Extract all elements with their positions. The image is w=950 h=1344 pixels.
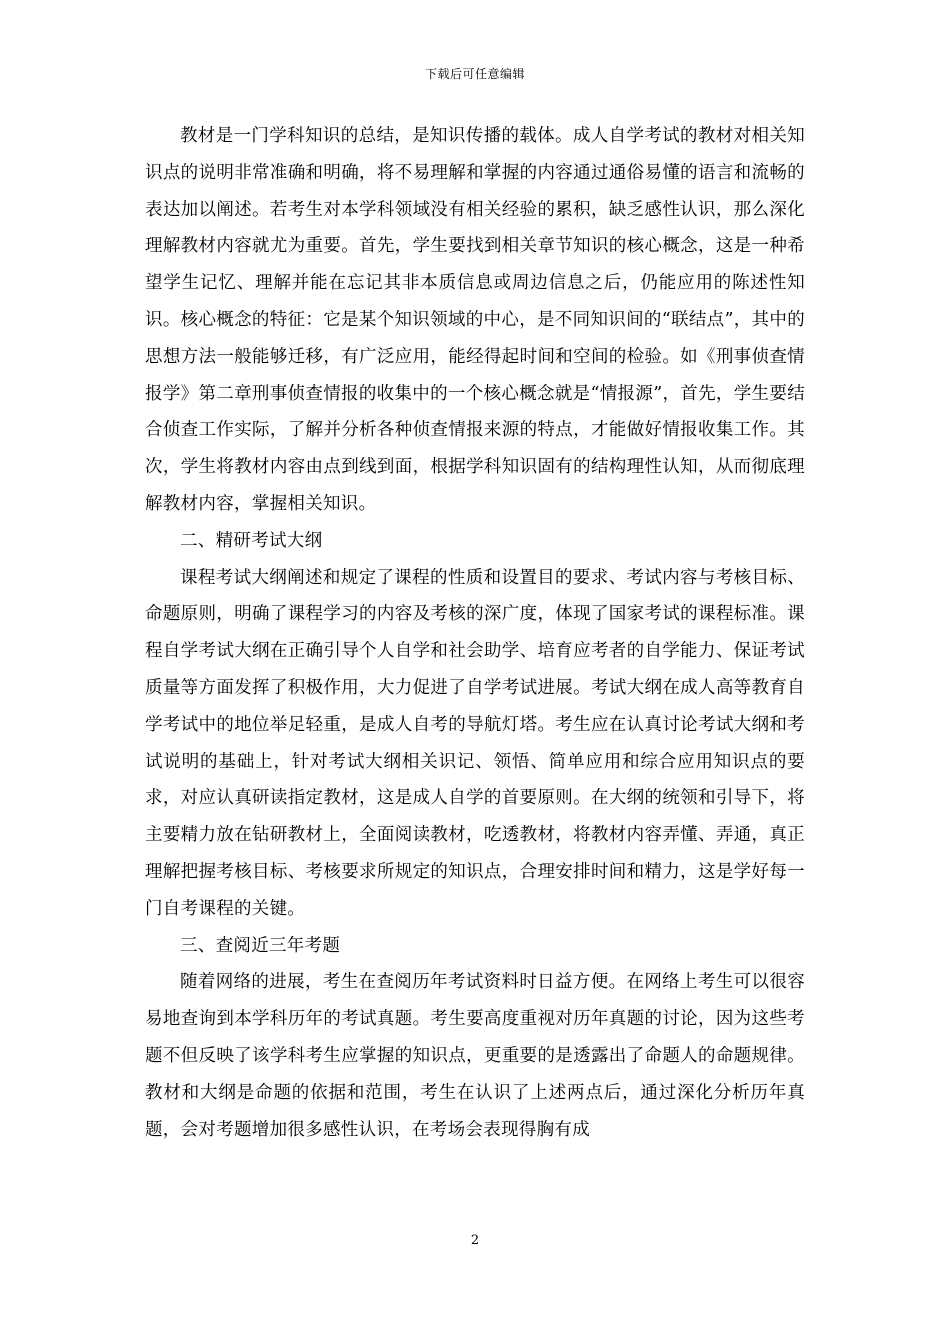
page-number: 2 (470, 1233, 480, 1248)
body-paragraph-textbook: 教材是一门学科知识的总结，是知识传播的载体。成人自学考试的教材对相关知识点的说明非常准确和明确，将不易理解和掌握的内容通过通俗易懂的语言和流畅的表达加以阐述。若考生对本学科领域没有相关经验的累积，缺乏感性认识，那么深化理解教材内容就尤为重要。首先，学生要找到相关章节知识的核心概念，这是一种希望学生记忆、理解并能在忘记其非本质信息或周边信息之后，仍能应用的陈述性知识。核心概念的特征：它是某个知识领域的中心，是不同知识间的“联结点”，其中的思想方法一般能够迁移，有广泛应用，能经得起时间和空间的检验。如《刑事侦查情报学》第二章刑事侦查情报的收集中的一个核心概念就是“情报源”，首先，学生要结合侦查工作实际，了解并分析各种侦查情报来源的特点，才能做好情报收集工作。其次，学生将教材内容由点到线到面，根据学科知识固有的结构理性认知，从而彻底理解教材内容，掌握相关知识。 (145, 126, 805, 514)
page-header: 下载后可任意编辑 (424, 67, 525, 81)
section-heading-past-exams: 三、查阅近三年考题 (180, 935, 341, 956)
section-heading-exam-syllabus: 二、精研考试大纲 (180, 530, 323, 551)
body-paragraph-syllabus: 课程考试大纲阐述和规定了课程的性质和设置目的要求、考试内容与考核目标、命题原则，明确了课程学习的内容及考核的深广度，体现了国家考试的课程标准。课程自学考试大纲在正确引导个人自学和社会助学、培育应考者的自学能力、保证考试质量等方面发挥了积极作用，大力促进了自学考试进展。考试大纲在成人高等教育自学考试中的地位举足轻重，是成人自考的导航灯塔。考生应在认真讨论考试大纲和考试说明的基础上，针对考试大纲相关识记、领悟、简单应用和综合应用知识点的要求，对应认真研读指定教材，这是成人自学的首要原则。在大纲的统领和引导下，将主要精力放在钻研教材上，全面阅读教材，吃透教材，将教材内容弄懂、弄通，真正理解把握考核目标、考核要求所规定的知识点，合理安排时间和精力，这是学好每一门自考课程的关键。 (145, 567, 805, 919)
document-body (145, 118, 805, 1148)
body-paragraph-past-exams: 随着网络的进展，考生在查阅历年考试资料时日益方便。在网络上考生可以很容易地查询到本学科历年的考试真题。考生要高度重视对历年真题的讨论，因为这些考题不但反映了该学科考生应掌握的知识点，更重要的是透露出了命题人的命题规律。教材和大纲是命题的依据和范围，考生在认识了上述两点后，通过深化分析历年真题，会对考题增加很多感性认识，在考场会表现得胸有成 (145, 972, 805, 1140)
